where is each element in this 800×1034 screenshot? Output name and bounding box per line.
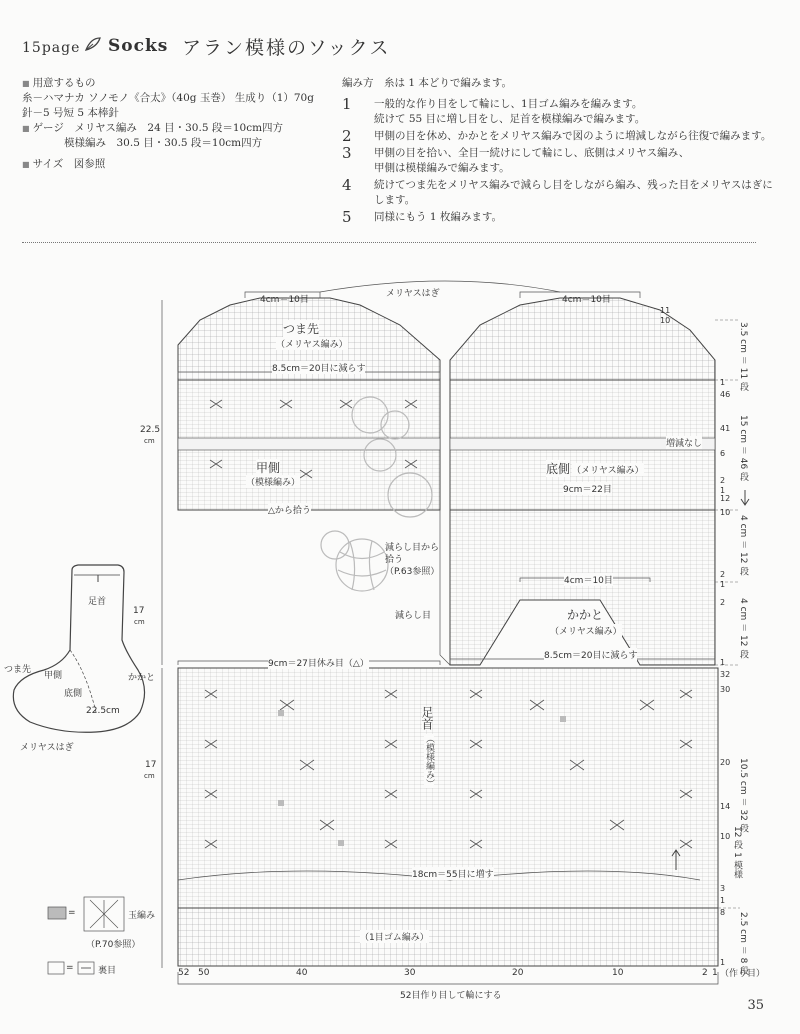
row-number: 3 (720, 884, 726, 893)
title-japanese: アラン模様のソックス (182, 37, 391, 59)
toe-width-left: 4cm＝10目 (260, 295, 309, 305)
row-number: 10 (720, 832, 731, 841)
page-reference: 15page (22, 40, 81, 56)
sole-sub-label: （メリヤス編み） (572, 463, 644, 476)
rib-label: （1目ゴム編み） (360, 930, 429, 943)
sock-ankle-unit: cm (134, 618, 145, 626)
row-number: 10 (660, 316, 671, 325)
materials-item: 模様編み 30.5 目・30.5 段＝10cm四方 (22, 137, 263, 149)
sock-illustration (13, 565, 144, 732)
left-ankle-unit: cm (144, 772, 155, 780)
heel-label: かかと (567, 608, 604, 622)
right-dim: 12 段 1 模様 (732, 826, 742, 879)
decrease-from-label: 減らし目から (385, 540, 439, 553)
toe-label: つま先 (283, 322, 320, 336)
right-dashed-leaders (715, 320, 740, 908)
stitch-number: 1 (712, 968, 718, 978)
right-dim: 4 cm ＝ 12 段 (738, 515, 748, 576)
cast-on-label: 52目作り目して輪にする (400, 991, 502, 1001)
stitch-number: 50 (198, 968, 210, 978)
page-number: 35 (747, 998, 764, 1013)
instruction-step: 3 甲側の目を拾い、全目一続けにして輪にし、底側はメリヤス編み、 甲側は模様編みで編みます。 (342, 144, 690, 174)
sock-toe-label: つま先 (4, 665, 32, 675)
materials-item: 糸－ハマナカ ソノモノ《合太》（40g 玉巻） 生成り（1）70g (22, 92, 314, 104)
sock-instep-label: 甲側 (44, 671, 63, 681)
row-number: 6 (720, 449, 726, 458)
row-number: 1 (720, 486, 726, 495)
row-number: 30 (720, 685, 731, 694)
instructions-title: 編み方 糸は 1 本どりで編みます。 (342, 77, 513, 89)
legend-cable-ref: （P.70参照） (86, 940, 141, 950)
right-dim: 2.5 cm ＝ 8 段 (738, 912, 748, 976)
toe-sub-label: （メリヤス編み） (276, 337, 348, 350)
instruction-step: 5 同様にもう 1 枚編みます。 (342, 208, 503, 226)
row-number: 1 (720, 580, 726, 589)
row-number: 46 (720, 390, 731, 399)
left-ankle-label: 17 (145, 760, 157, 770)
ref-p63-label: （P.63参照） (385, 567, 440, 577)
stitch-number: 10 (612, 968, 624, 978)
row-number: 1 (720, 378, 726, 387)
materials-item: ■ サイズ 図参照 (22, 158, 106, 170)
toe-right-outline (450, 298, 715, 380)
right-dim: 3.5 cm ＝ 11 段 (738, 322, 748, 391)
toe-width-right: 4cm＝10目 (562, 295, 611, 305)
stitch-number: 52 (178, 968, 190, 978)
legend-gray-box (48, 907, 66, 919)
left-length-label: 22.5 (140, 425, 161, 435)
ankle-label: 足首 (420, 706, 434, 730)
sock-foot-len: 22.5cm (86, 706, 120, 716)
row-number: 1 (720, 958, 726, 967)
instep-band (178, 438, 440, 450)
title-english: Socks (108, 36, 169, 56)
ankle-sub-label: （模様編み） (424, 734, 434, 788)
legend-equals: = (68, 908, 76, 918)
sock-ankle-len: 17 (133, 606, 145, 616)
right-dim: 10.5 cm ＝ 32 段 (738, 758, 748, 833)
row-number: 41 (720, 424, 731, 433)
top-join-label: メリヤスはぎ (386, 289, 440, 299)
left-length-unit: cm (144, 437, 155, 445)
sole-label: 底側 (546, 462, 571, 476)
stitch-number: 20 (512, 968, 524, 978)
pick-up2-label: 拾う (385, 555, 404, 565)
stitch-number: 40 (296, 968, 308, 978)
row-number: 2 (720, 598, 726, 607)
heel-sub-label: （メリヤス編み） (550, 624, 622, 637)
sock-ankle-label: 足首 (88, 597, 107, 607)
rib-grid (178, 908, 718, 966)
pick-up-label: △から拾う (268, 503, 311, 516)
row-number: 1 (720, 658, 726, 667)
toe-decrease-label: 8.5cm＝20目に減らす (272, 361, 365, 374)
no-change-label: 増減なし (666, 436, 702, 449)
heel-width-label: 4cm＝10目 (564, 573, 613, 586)
rest-stitches-label: 9cm＝27目休み目（△） (268, 656, 369, 669)
sole-width-label: 9cm＝22目 (563, 482, 612, 495)
stitch-number: 2 (702, 968, 708, 978)
sock-graft-label: メリヤスはぎ (20, 743, 74, 753)
instep-sub-label: （模様編み） (246, 475, 300, 488)
right-dim: 15 cm ＝ 46 段 (738, 415, 748, 482)
instruction-step: 2 甲側の目を休め、かかとをメリヤス編みで図のように増減しながら往復で編みます。 (342, 127, 772, 145)
legend-purl-label: 裏目 (98, 966, 117, 976)
row-number: 12 (720, 494, 731, 503)
increase-to-label: 18cm＝55目に増す (412, 867, 494, 880)
heel-decrease-label: 8.5cm＝20目に減らす (544, 648, 637, 661)
row-number: 32 (720, 670, 731, 679)
legend-equals: = (66, 963, 74, 973)
materials-item: 針－5 号短 5 本棒針 (22, 107, 119, 119)
instruction-step: 1 一般的な作り目をして輪にし、1目ゴム編みを編みます。 続けて 55 目に増し目をし、足首を模様編みで編みます。 (342, 95, 646, 125)
cast-on-rows-label: （作り目） (720, 969, 766, 979)
right-dim: 4 cm ＝ 12 段 (738, 598, 748, 659)
row-number: 20 (720, 758, 731, 767)
stitch-number: 30 (404, 968, 416, 978)
row-number: 2 (720, 570, 726, 579)
legend-cable-label: 玉編み (128, 911, 156, 921)
sock-sole-label: 底側 (64, 689, 83, 699)
legend-blank-box (48, 962, 64, 974)
heel-outline (450, 510, 715, 665)
materials-item: ■ 用意するもの (22, 77, 96, 89)
row-number: 11 (660, 306, 671, 315)
sock-heel-label: かかと (128, 673, 156, 683)
row-number: 2 (720, 476, 726, 485)
instruction-step: 4 続けてつま先をメリヤス編みで減らし目をしながら編み、残った目をメリヤスはぎにします。 (342, 176, 773, 206)
row-number: 8 (720, 908, 726, 917)
row-number: 1 (720, 896, 726, 905)
instep-label: 甲側 (256, 461, 281, 475)
row-number: 14 (720, 802, 731, 811)
decrease-st-label: 減らし目 (395, 608, 431, 621)
materials-item: ■ ゲージ メリヤス編み 24 目・30.5 段＝10cm四方 (22, 122, 284, 134)
row-number: 10 (720, 508, 731, 517)
